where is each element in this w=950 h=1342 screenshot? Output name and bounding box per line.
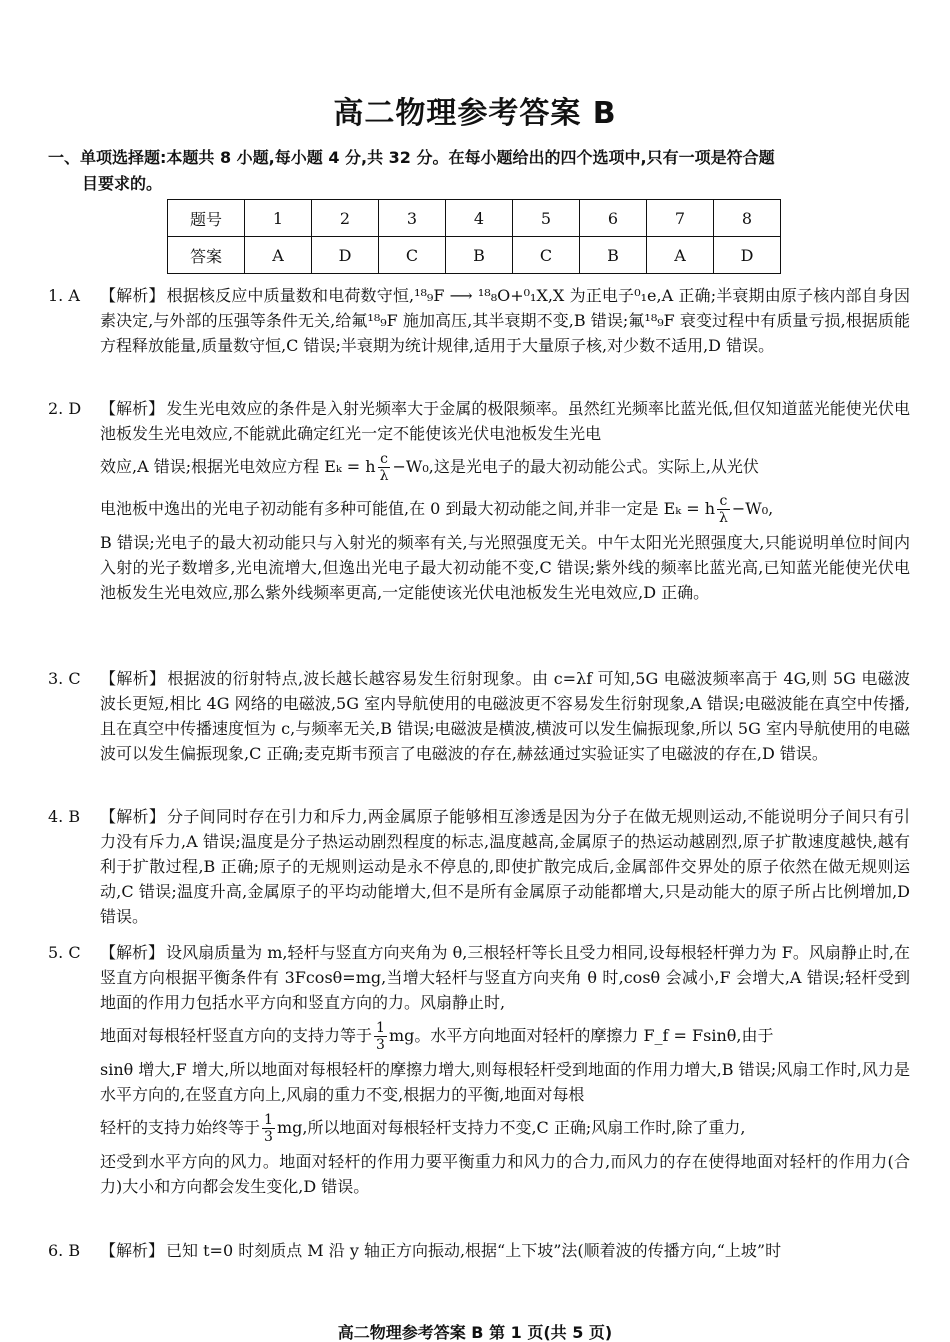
page-title: 高二物理参考答案 B	[333, 96, 617, 131]
item-number: 6. B	[48, 1241, 81, 1260]
table-cell: 3	[379, 200, 446, 237]
page-footer: 高二物理参考答案 B 第 1 页(共 5 页)	[337, 1323, 613, 1342]
row-label: 答案	[168, 237, 245, 274]
table-cell: C	[379, 237, 446, 274]
item-tag: 【解析】	[100, 399, 165, 418]
item-text: 还受到水平方向的风力。地面对轻杆的作用力要平衡重力和风力的合力,而风力的存在使得地面对轻杆的作用力(合力)大小和方向都会发生变化,D 错误。	[100, 1152, 910, 1196]
table-cell: 1	[245, 200, 312, 237]
fraction-denominator: 3	[376, 1037, 385, 1053]
fraction-denominator: λ	[719, 510, 728, 526]
item-text: −W₀,	[731, 499, 774, 518]
item-text: 电池板中逸出的光电子初动能有多种可能值,在 0 到最大初动能之间,并非一定是 Eₖ = h	[100, 499, 716, 518]
fraction-numerator: c	[717, 493, 730, 510]
table-cell: C	[513, 237, 580, 274]
section-heading-line2: 目要求的。	[82, 174, 163, 193]
item-text: mg,所以地面对每根轻杆支持力不变,C 正确;风扇工作时,除了重力,	[276, 1118, 746, 1137]
table-cell: D	[714, 237, 781, 274]
fraction	[378, 451, 391, 484]
table-cell: A	[245, 237, 312, 274]
row-label: 题号	[168, 200, 245, 237]
answer-item-6	[48, 1238, 910, 1263]
fraction	[374, 1020, 387, 1053]
answer-item-1	[48, 283, 910, 358]
fraction	[262, 1112, 275, 1145]
fraction-numerator: 1	[376, 1020, 385, 1036]
item-tag: 【解析】	[100, 286, 165, 305]
table-cell: B	[446, 237, 513, 274]
item-text: 效应,A 错误;根据光电效应方程 Eₖ = h	[100, 457, 376, 476]
answer-item-2	[48, 396, 910, 605]
item-text: 根据波的衍射特点,波长越长越容易发生衍射现象。由 c=λf 可知,5G 电磁波频率高于 4G,则 5G 电磁波波长更短,相比 4G 网络的电磁波,5G 室内导航使用的电磁波更不容易发生衍射现象,A 错误;电磁波能在真空中传播,且在真空中传播速度恒为 c,与频率无关,B 错误;电磁波是横波,横波可以发生偏振现象,所以 5G 室内导航使用的电磁波可以发生偏振现象,C 正确;麦克斯韦预言了电磁波的存在,赫兹通过实验证实了电磁波的存在,D 错误。	[100, 669, 910, 763]
table-cell: 6	[580, 200, 647, 237]
table-row-answers	[168, 237, 781, 274]
item-text: mg。水平方向地面对轻杆的摩擦力 F_f = Fsinθ,由于	[388, 1026, 774, 1045]
table-cell: 4	[446, 200, 513, 237]
fraction-numerator: 1	[264, 1112, 273, 1128]
item-text: 地面对每根轻杆竖直方向的支持力等于	[100, 1026, 373, 1045]
item-text: 已知 t=0 时刻质点 M 沿 y 轴正方向振动,根据“上下坡”法(顺着波的传播方向,“上坡”时	[166, 1241, 782, 1260]
item-number: 1. A	[48, 286, 80, 305]
table-cell: 2	[312, 200, 379, 237]
item-text: 发生光电效应的条件是入射光频率大于金属的极限频率。虽然红光频率比蓝光低,但仅知道蓝光能使光伏电池板发生光电效应,不能就此确定红光一定不能使该光伏电池板发生光电	[100, 399, 910, 443]
table-cell: A	[647, 237, 714, 274]
answer-item-4	[48, 804, 910, 929]
answer-table	[167, 199, 781, 274]
item-tag: 【解析】	[100, 807, 166, 826]
item-number: 4. B	[48, 807, 81, 826]
item-tag: 【解析】	[100, 669, 166, 688]
item-text: 分子间同时存在引力和斥力,两金属原子能够相互渗透是因为分子在做无规则运动,不能说明分子间只有引力没有斥力,A 错误;温度是分子热运动剧烈程度的标志,温度越高,金属原子的热运动越剧烈,原子扩散速度越快,越有利于扩散过程,B 正确;原子的无规则运动是永不停息的,即使扩散完成后,金属部件交界处的原子依然在做无规则运动,C 错误;温度升高,金属原子的平均动能增大,但不是所有金属原子动能都增大,只是动能大的原子所占比例增加,D 错误。	[100, 807, 910, 926]
item-text: 根据核反应中质量数和电荷数守恒,¹⁸₉F ⟶ ¹⁸₈O+⁰₁X,X 为正电子⁰₁e,A 正确;半衰期由原子核内部自身因素决定,与外部的压强等条件无关,给氟¹⁸₉F 施加高压,其半衰期不变,B 错误;氟¹⁸₉F 衰变过程中有质量亏损,根据质能方程释放能量,质量数守恒,C 错误;半衰期为统计规律,适用于大量原子核,对少数不适用,D 错误。	[100, 286, 910, 355]
section-heading-line1: 一、单项选择题:本题共 8 小题,每小题 4 分,共 32 分。在每小题给出的四个选项中,只有一项是符合题	[48, 148, 775, 167]
item-text: 轻杆的支持力始终等于	[100, 1118, 261, 1137]
table-cell: 7	[647, 200, 714, 237]
table-cell: D	[312, 237, 379, 274]
table-cell: 8	[714, 200, 781, 237]
item-number: 2. D	[48, 399, 82, 418]
answer-item-3	[48, 666, 910, 766]
item-tag: 【解析】	[100, 1241, 165, 1260]
answer-item-5	[48, 940, 910, 1199]
table-cell: 5	[513, 200, 580, 237]
item-text: B 错误;光电子的最大初动能只与入射光的频率有关,与光照强度无关。中午太阳光光照强度大,只能说明单位时间内入射的光子数增多,光电流增大,但逸出光电子最大初动能不变,C 错误;紫外线的频率比蓝光高,已知蓝光能使光伏电池板发生光电效应,那么紫外线频率更高,一定能使该光伏电池板发生光电效应,D 正确。	[100, 533, 910, 602]
section-heading	[48, 145, 908, 197]
table-cell: B	[580, 237, 647, 274]
item-text: sinθ 增大,F 增大,所以地面对每根轻杆的摩擦力增大,则每根轻杆受到地面的作用力增大,B 错误;风扇工作时,风力是水平方向的,在竖直方向上,风扇的重力不变,根据力的平衡,地面对每根	[100, 1060, 910, 1104]
fraction-denominator: 3	[264, 1129, 273, 1145]
item-number: 3. C	[48, 669, 81, 688]
fraction-numerator: c	[378, 451, 391, 468]
item-tag: 【解析】	[100, 943, 165, 962]
table-row-numbers	[168, 200, 781, 237]
fraction	[717, 493, 730, 526]
item-number: 5. C	[48, 943, 81, 962]
item-text: −W₀,这是光电子的最大初动能公式。实际上,从光伏	[392, 457, 759, 476]
item-text: 设风扇质量为 m,轻杆与竖直方向夹角为 θ,三根轻杆等长且受力相同,设每根轻杆弹力为 F。风扇静止时,在竖直方向根据平衡条件有 3Fcosθ=mg,当增大轻杆与竖直方向夹角 θ 时,cosθ 会减小,F 会增大,A 错误;轻杆受到地面的作用力包括水平方向和竖直方向的力。风扇静止时,	[100, 943, 910, 1012]
fraction-denominator: λ	[379, 468, 389, 484]
